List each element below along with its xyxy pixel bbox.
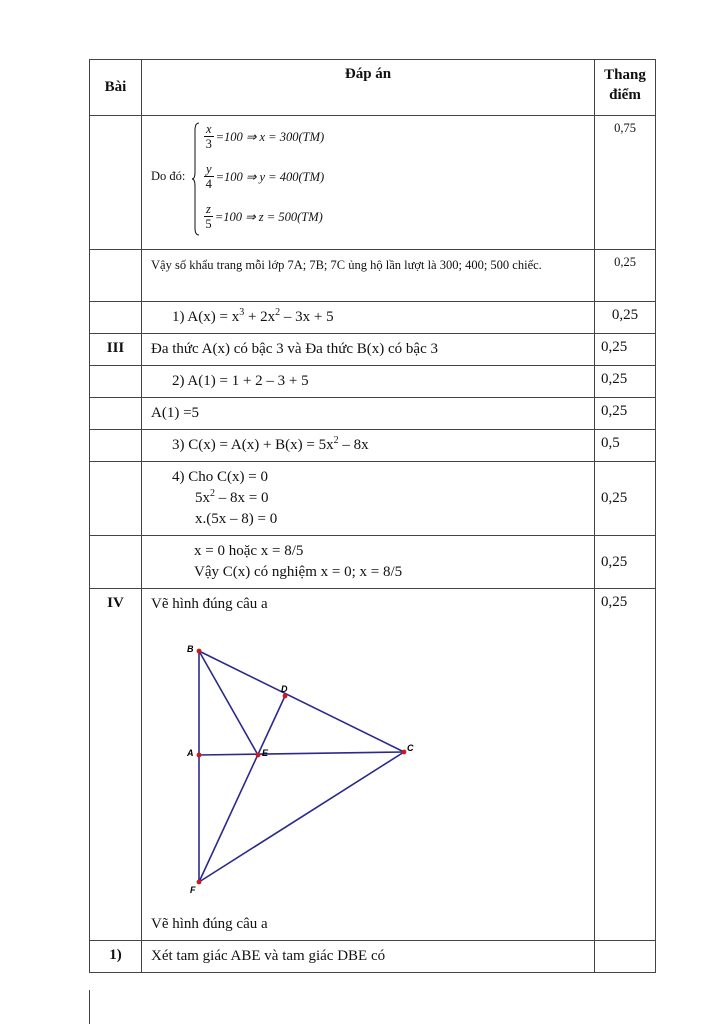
system-label: Do đó: [151,169,186,183]
eq1-num: x [206,122,212,136]
bai-cell [90,536,142,589]
c0-line2-sup: 2 [210,488,215,499]
label-E: E [262,748,269,758]
c0-line1: 4) Cho C(x) = 0 [172,469,268,485]
header-thang-diem [595,60,656,116]
brace-icon [192,122,200,236]
c0-line3: x.(5x – 8) = 0 [195,511,278,527]
score-cell: 0,25 [595,366,656,398]
roots-line2: Vậy C(x) có nghiệm x = 0; x = 8/5 [194,564,403,580]
segment-BC [199,651,404,752]
equation-1 [204,122,324,152]
segment-AC [199,752,404,755]
score-cell: 0,25 [595,398,656,430]
table-row-conclusion [90,250,656,302]
c0-line2-post: – 8x = 0 [215,490,269,506]
bai-cell [90,116,142,250]
iv-text-bottom: Vẽ hình đúng câu a [151,916,268,932]
conclusion-text: Vậy số khẩu trang mỗi lớp 7A; 7B; 7C ủng hộ lần lượt là 300; 400; 500 chiếc. [142,250,595,302]
score-cell: 0,25 [595,334,656,366]
score-cell: 0,25 [595,589,656,941]
table-row-ax [90,302,656,334]
table-row-iii [90,334,656,366]
score-cell: 0,75 [595,116,656,250]
eq3-num: z [206,202,211,216]
a1-text: 2) A(1) = 1 + 2 – 3 + 5 [142,366,595,398]
system-cell [142,116,595,250]
bai-cell [90,398,142,430]
equation-3 [204,202,323,232]
bai-cell: 1) [90,941,142,973]
table-row-a1 [90,366,656,398]
bai-cell: IV [90,589,142,941]
table-row-a1-result [90,398,656,430]
header-diem: điểm [609,87,641,103]
point-E [256,753,261,758]
table-row-roots [90,536,656,589]
eq1-rest: =100 ⇒ x = 300(TM) [215,129,325,144]
ax-mid: + 2x [244,309,276,325]
score-cell: 0,5 [595,430,656,462]
bai-cell [90,250,142,302]
point-C [402,750,407,755]
table-row-cx [90,430,656,462]
bai-cell [90,462,142,536]
roots-line1: x = 0 hoặc x = 8/5 [194,543,304,559]
header-bai: Bài [90,60,142,116]
iv-text-top: Vẽ hình đúng câu a [151,596,268,612]
point-D [283,694,288,699]
roots-text [142,536,595,589]
cx-post: – 8x [338,437,369,453]
table-row-iv [90,589,656,941]
label-D: D [281,684,288,694]
header-thang: Thang [604,67,646,83]
point-A [197,753,202,758]
a1-result-text: A(1) =5 [142,398,595,430]
score-cell: 0,25 [595,536,656,589]
eq1-den: 3 [205,137,212,151]
eq3-rest: =100 ⇒ z = 500(TM) [214,209,323,224]
c0-text [142,462,595,536]
score-cell: 0,25 [595,462,656,536]
ax-sup2: 2 [275,307,281,318]
ax-pre: 1) A(x) = x [172,309,240,325]
header-dap-an: Đáp án [142,60,595,116]
cx-sup: 2 [333,435,339,446]
score-cell [595,941,656,973]
label-C: C [407,743,414,753]
eq2-rest: =100 ⇒ y = 400(TM) [215,169,325,184]
ax-sup1: 3 [239,307,245,318]
eq3-den: 5 [205,217,212,231]
row1-text: Xét tam giác ABE và tam giác DBE có [142,941,595,973]
bai-cell: III [90,334,142,366]
label-B: B [187,644,194,654]
iii-text: Đa thức A(x) có bậc 3 và Đa thức B(x) có bậc 3 [142,334,595,366]
bai-cell [90,366,142,398]
table-row-c0 [90,462,656,536]
bai-cell [90,302,142,334]
score-cell: 0,25 [595,250,656,302]
geometry-figure [151,629,461,899]
segment-BE [199,651,258,755]
table-row-1 [90,941,656,973]
iv-cell [142,589,595,941]
answer-table [89,59,656,973]
bai-cell [90,430,142,462]
equation-system [151,120,585,248]
label-A: A [187,748,194,758]
equation-2 [204,162,324,192]
eq2-num: y [206,162,212,176]
table-row-system [90,116,656,250]
point-F [197,880,202,885]
ax-post: – 3x + 5 [280,309,334,325]
header-row [90,60,656,116]
ax-text [142,302,595,334]
cx-text [142,430,595,462]
label-F: F [190,885,196,895]
score-cell: 0,25 [595,302,656,334]
c0-line2-pre: 5x [195,490,210,506]
c0-line2 [172,488,585,509]
point-B [197,649,202,654]
eq2-den: 4 [205,177,212,191]
cx-pre: 3) C(x) = A(x) + B(x) = 5x [172,437,334,453]
